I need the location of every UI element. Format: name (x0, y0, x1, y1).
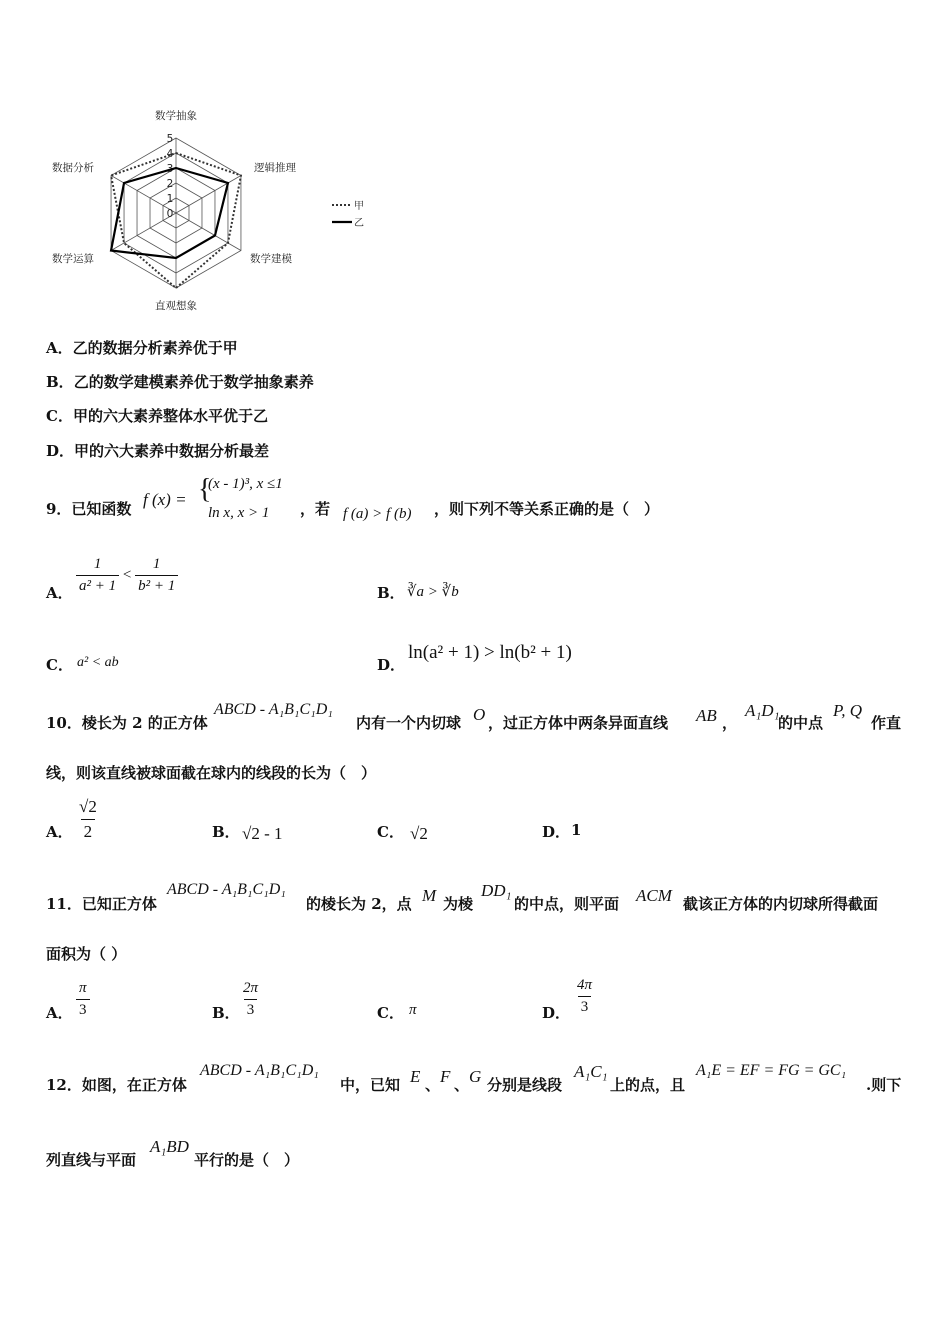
q11-option-b: $\frac{2\pi}{3}$ (243, 980, 259, 1018)
radar-tick-label: 1 (166, 193, 174, 205)
q12-equation: A₁E = EF = FG = GC₁ (696, 1062, 847, 1079)
q10-stem-line2: 线，则该直线被球面截在球内的线段的长为（ ） (46, 764, 377, 782)
q12-point-e: E (410, 1067, 421, 1086)
radar-spoke (176, 176, 241, 214)
q11-stem-2: 的棱长为 2，点 (306, 895, 412, 913)
q10-label-d: D． (542, 823, 571, 841)
radar-tick-label: 5 (166, 133, 174, 145)
q8-option-c: C．甲的六大素养整体水平优于乙 (46, 407, 268, 425)
radar-spoke (176, 213, 241, 251)
q10-line-ab: AB (696, 706, 717, 725)
q9-stem-prefix: 9．已知函数 (46, 500, 132, 518)
q12-sep-1: 、 (425, 1076, 441, 1094)
legend-label-jia: 甲 (354, 201, 364, 212)
q12-stem-5: .则下 (866, 1076, 902, 1094)
q11-option-d: $\frac{4\pi}{3}$ (577, 977, 593, 1015)
q11-stem-4: 的中点，则平面 (514, 895, 620, 913)
q12-stem-line2-end: 平行的是（ ） (194, 1151, 300, 1169)
q9-label-c: C． (46, 656, 73, 674)
q12-stem-3: 分别是线段 (487, 1076, 563, 1094)
q12-point-f: F (440, 1067, 451, 1086)
q10-sphere-o: O (473, 705, 486, 724)
radar-tick-label: 3 (166, 163, 174, 175)
radar-chart (40, 100, 380, 320)
q11-stem-3: 为棱 (443, 895, 474, 913)
q11-label-d: D． (542, 1004, 571, 1022)
q9-case-2: ln x, x > 1 (208, 505, 270, 521)
q11-label-b: B． (212, 1004, 240, 1022)
q11-plane-acm: ACM (636, 886, 672, 905)
q9-stem-suffix: ，则下列不等关系正确的是（ ） (434, 500, 660, 518)
q9-function-name: f (x) = (143, 490, 187, 509)
q11-option-c: π (409, 1002, 417, 1018)
q10-points-pq: P, Q (833, 701, 862, 720)
q11-stem-5: 截该正方体的内切球所得截面 (683, 895, 879, 913)
q11-cube: ABCD - A₁B₁C₁D₁ (167, 881, 286, 898)
q9-label-b: B． (377, 584, 405, 602)
radar-axis-label: 数据分析 (52, 162, 94, 174)
q10-line-a1d1: A₁D₁ (745, 701, 780, 720)
q9-condition: f (a) > f (b) (343, 506, 412, 522)
q12-stem-line2: 列直线与平面 (46, 1151, 137, 1169)
q10-stem-3: ，过正方体中两条异面直线 (488, 714, 669, 732)
q10-stem-1: 10．棱长为 2 的正方体 (46, 714, 208, 732)
q9-option-c: a² < ab (77, 655, 119, 670)
q10-comma: ， (722, 714, 738, 732)
q9-option-b: ∛a > ∛b (407, 584, 459, 600)
q12-stem-1: 12．如图，在正方体 (46, 1076, 187, 1094)
q10-stem-4: 的中点 (778, 714, 824, 732)
q9-case-1: (x - 1)³, x ≤1 (208, 476, 283, 492)
radar-tick-label: 2 (166, 178, 174, 190)
q9-option-a: $\frac{1}{\text{a² + 1}}$ < $\frac{1}{\text{b² + 1}}$ (76, 556, 178, 595)
q10-label-b: B． (212, 823, 240, 841)
radar-axis-label: 数学运算 (52, 253, 94, 265)
radar-tick-label: 0 (166, 208, 174, 220)
q12-sep-2: 、 (454, 1076, 470, 1094)
q11-stem-line2: 面积为（ ） (46, 945, 127, 963)
q11-point-m: M (422, 886, 437, 905)
q10-stem-2: 内有一个内切球 (356, 714, 462, 732)
q8-option-b: B．乙的数学建模素养优于数学抽象素养 (46, 373, 314, 391)
q12-segment-a1c1: A₁C₁ (574, 1062, 608, 1081)
q10-option-d: 1 (571, 821, 582, 839)
q8-option-a: A．乙的数据分析素养优于甲 (46, 339, 238, 357)
q11-edge-dd1: DD₁ (481, 881, 512, 900)
q12-stem-2: 中，已知 (340, 1076, 401, 1094)
radar-axis-label: 数学建模 (250, 253, 292, 265)
radar-axis-label: 数学抽象 (155, 110, 197, 122)
legend-label-yi: 乙 (354, 218, 364, 229)
q12-cube: ABCD - A₁B₁C₁D₁ (200, 1062, 319, 1079)
q10-option-b: √2 - 1 (242, 824, 283, 843)
q12-point-g: G (469, 1067, 482, 1086)
q10-option-c: √2 (410, 824, 428, 843)
q12-plane-a1bd: A₁BD (150, 1137, 189, 1156)
q9-label-a: A． (46, 584, 73, 602)
q9-label-d: D． (377, 656, 406, 674)
radar-axis-label: 直观想象 (155, 300, 197, 312)
q8-option-d: D．甲的六大素养中数据分析最差 (46, 442, 270, 460)
q9-option-d: ln(a² + 1) > ln(b² + 1) (408, 642, 572, 663)
q9-ruo: ，若 (300, 500, 331, 518)
q11-stem-1: 11．已知正方体 (46, 895, 157, 913)
q11-label-c: C． (377, 1004, 404, 1022)
q10-stem-5: 作直 (871, 714, 902, 732)
q12-stem-4: 上的点，且 (610, 1076, 686, 1094)
q10-label-c: C． (377, 823, 404, 841)
q11-option-a: $\frac{\pi}{3}$ (76, 980, 90, 1019)
q10-cube: ABCD - A₁B₁C₁D₁ (214, 701, 333, 718)
radar-axis-label: 逻辑推理 (254, 162, 296, 174)
q10-label-a: A． (46, 823, 73, 841)
q9-brace: { (198, 474, 212, 505)
radar-tick-label: 4 (166, 148, 174, 160)
q10-option-a: $\frac{√2}{2}$ (79, 797, 97, 841)
q11-label-a: A． (46, 1004, 73, 1022)
